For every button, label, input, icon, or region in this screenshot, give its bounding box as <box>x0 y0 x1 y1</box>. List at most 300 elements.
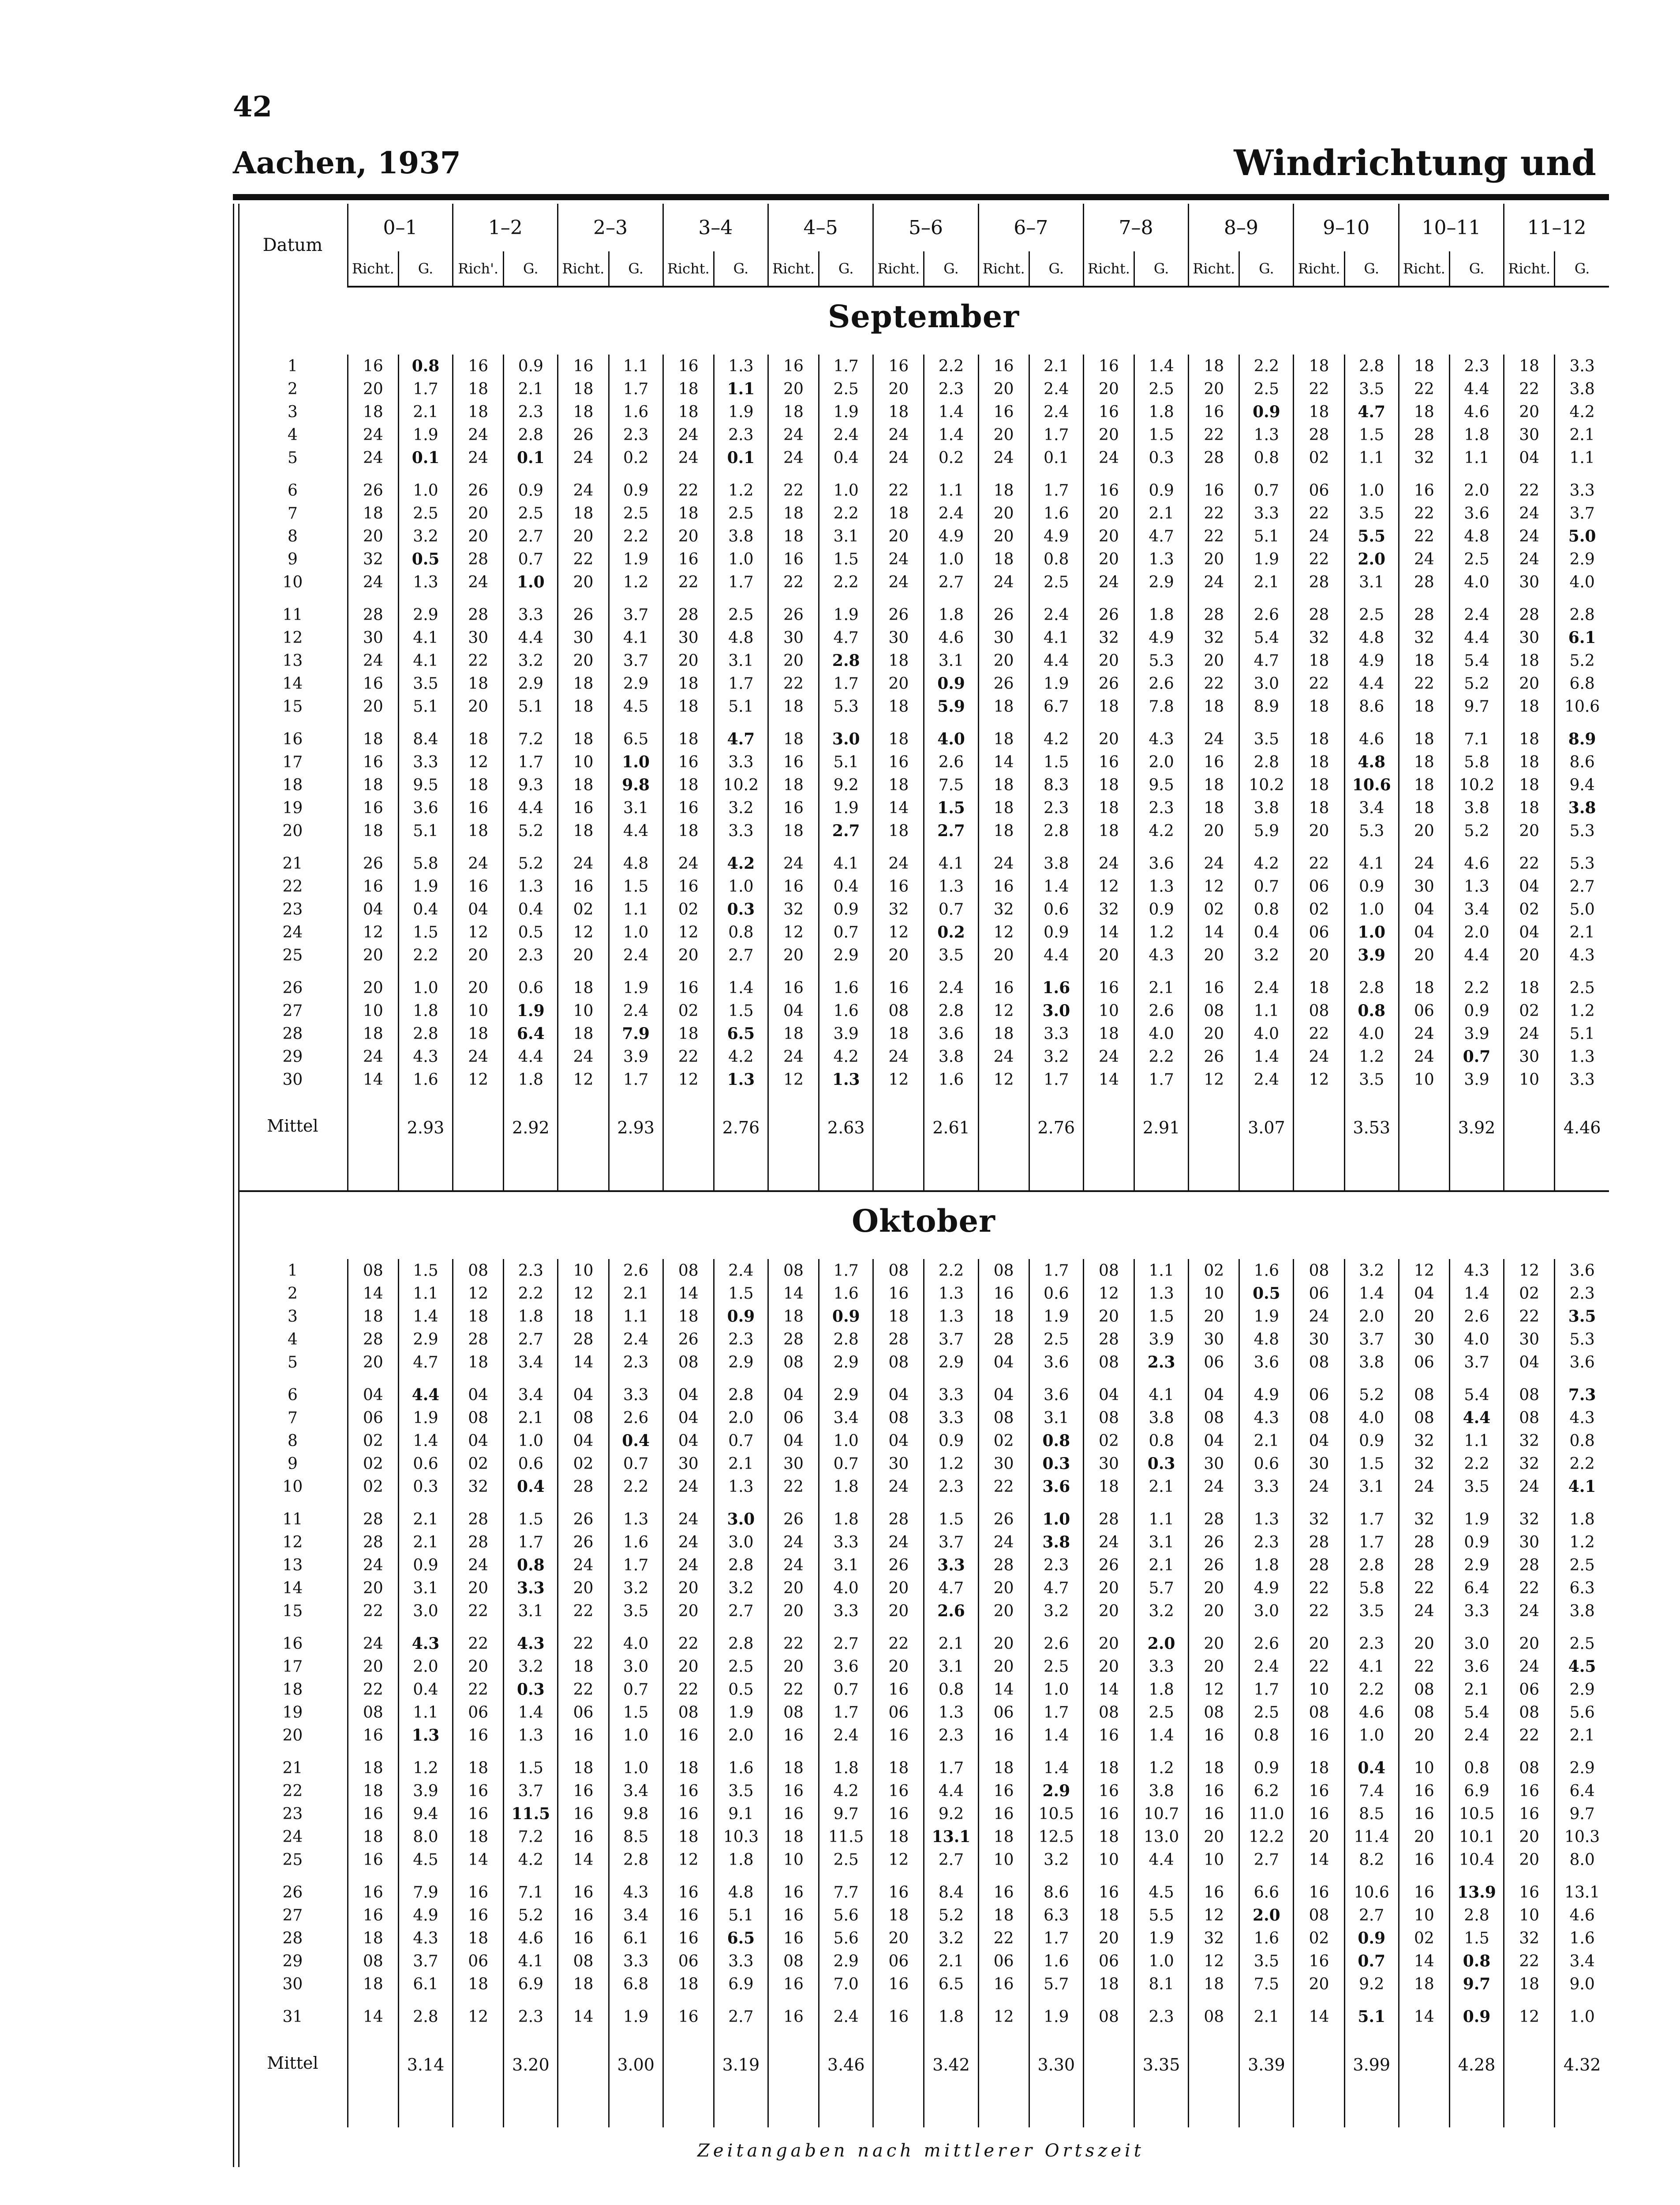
page-title: Windrichtung und <box>1234 142 1596 183</box>
direction-cell: 16 <box>873 1724 924 1747</box>
speed-cell: 2.9 <box>609 672 663 695</box>
speed-cell: 3.5 <box>1449 1475 1504 1498</box>
direction-cell: 12 <box>558 1282 609 1305</box>
gap-cell <box>978 1622 1029 1632</box>
speed-cell: 1.3 <box>819 1068 873 1091</box>
gap-cell <box>1399 1091 1449 1101</box>
table-row <box>238 751 1609 774</box>
speed-cell: 0.8 <box>1239 446 1294 469</box>
speed-cell: 2.0 <box>1449 479 1504 502</box>
gap-cell <box>1294 2028 1344 2038</box>
gap-cell <box>504 1747 558 1757</box>
direction-cell: 20 <box>1189 1600 1239 1622</box>
direction-cell: 30 <box>663 1452 714 1475</box>
group-gap-row <box>238 594 1609 603</box>
direction-cell: 26 <box>768 603 819 626</box>
speed-cell: 1.5 <box>1134 1305 1189 1328</box>
speed-cell: 4.7 <box>1134 525 1189 548</box>
direction-cell: 06 <box>873 1950 924 1973</box>
speed-cell: 2.2 <box>609 525 663 548</box>
direction-cell: 24 <box>1294 525 1344 548</box>
day-cell: 10 <box>282 1477 303 1496</box>
direction-cell: 04 <box>1399 1282 1449 1305</box>
direction-cell: 04 <box>978 1383 1029 1406</box>
mittel-value: 2.76 <box>714 1101 768 1151</box>
direction-cell: 02 <box>1294 1927 1344 1950</box>
gap-cell <box>238 2088 348 2127</box>
direction-cell: 16 <box>348 1848 398 1871</box>
speed-cell: 4.1 <box>609 626 663 649</box>
speed-cell: 5.6 <box>819 1927 873 1950</box>
direction-cell: 28 <box>978 1554 1029 1577</box>
speed-cell: 1.3 <box>924 1305 978 1328</box>
gap-cell <box>1083 842 1134 852</box>
speed-cell: 0.9 <box>1029 921 1083 944</box>
direction-cell: 28 <box>663 603 714 626</box>
speed-cell: 2.6 <box>1449 1305 1504 1328</box>
speed-cell: 3.8 <box>1449 796 1504 819</box>
direction-cell: 12 <box>453 921 504 944</box>
gap-cell <box>348 1151 398 1191</box>
richt-header: Richt. <box>1083 251 1134 287</box>
speed-cell: 2.9 <box>1555 1678 1609 1701</box>
direction-cell: 20 <box>978 649 1029 672</box>
table-row <box>238 626 1609 649</box>
direction-cell: 30 <box>1504 423 1555 446</box>
speed-cell: 0.9 <box>714 1305 768 1328</box>
speed-cell: 3.9 <box>609 1045 663 1068</box>
mittel-value: 3.07 <box>1239 1101 1294 1151</box>
speed-cell: 5.3 <box>1344 819 1399 842</box>
table-row <box>238 1973 1609 1996</box>
gap-cell <box>348 1374 398 1383</box>
speed-cell: 2.3 <box>504 1259 558 1282</box>
speed-cell: 1.4 <box>924 400 978 423</box>
speed-cell: 4.4 <box>1449 1406 1504 1429</box>
speed-cell: 3.2 <box>1134 1600 1189 1622</box>
direction-cell: 16 <box>1083 751 1134 774</box>
direction-cell: 16 <box>978 976 1029 999</box>
direction-cell: 06 <box>1294 875 1344 898</box>
speed-cell: 2.7 <box>1239 1848 1294 1871</box>
gap-cell <box>1029 469 1083 479</box>
richt-header: Richt. <box>663 251 714 287</box>
direction-cell: 20 <box>1083 1927 1134 1950</box>
direction-cell: 20 <box>873 672 924 695</box>
speed-cell: 5.6 <box>1555 1701 1609 1724</box>
speed-cell: 5.5 <box>1134 1904 1189 1927</box>
direction-cell: 18 <box>1294 774 1344 796</box>
table-row <box>238 377 1609 400</box>
gap-cell <box>924 967 978 976</box>
direction-cell: 02 <box>663 999 714 1022</box>
speed-cell: 4.6 <box>1555 1904 1609 1927</box>
speed-cell: 4.6 <box>1344 728 1399 751</box>
direction-cell: 30 <box>348 626 398 649</box>
direction-cell: 30 <box>873 626 924 649</box>
gap-cell <box>714 1498 768 1508</box>
gap-cell <box>1504 1747 1555 1757</box>
direction-cell: 24 <box>1189 852 1239 875</box>
direction-cell: 16 <box>348 1724 398 1747</box>
day-cell: 15 <box>282 697 303 716</box>
direction-cell: 04 <box>663 1406 714 1429</box>
gap-cell <box>504 1996 558 2005</box>
speed-cell: 1.4 <box>1029 1757 1083 1779</box>
speed-cell: 0.8 <box>1344 999 1399 1022</box>
speed-cell: 2.3 <box>1134 796 1189 819</box>
direction-cell: 20 <box>1294 944 1344 967</box>
speed-cell: 1.4 <box>924 423 978 446</box>
speed-cell: 3.3 <box>1449 1600 1504 1622</box>
direction-cell: 20 <box>558 649 609 672</box>
speed-cell: 2.1 <box>714 1452 768 1475</box>
speed-cell: 2.5 <box>714 603 768 626</box>
day-cell: 4 <box>287 426 298 444</box>
direction-cell: 16 <box>1083 1724 1134 1747</box>
gap-cell <box>1294 1622 1344 1632</box>
speed-cell: 3.6 <box>1555 1351 1609 1374</box>
direction-cell: 30 <box>1504 626 1555 649</box>
direction-cell: 16 <box>1083 355 1134 377</box>
direction-cell: 32 <box>1083 898 1134 921</box>
speed-cell: 1.7 <box>819 672 873 695</box>
direction-cell: 32 <box>348 548 398 571</box>
speed-cell: 0.5 <box>398 548 453 571</box>
gap-cell <box>714 594 768 603</box>
gap-cell <box>1189 1622 1239 1632</box>
direction-cell: 16 <box>663 548 714 571</box>
direction-cell: 14 <box>558 1848 609 1871</box>
speed-cell: 5.3 <box>1555 852 1609 875</box>
speed-cell: 5.1 <box>398 695 453 718</box>
direction-cell: 18 <box>1189 355 1239 377</box>
gap-cell <box>768 842 819 852</box>
direction-cell: 12 <box>558 921 609 944</box>
direction-cell: 20 <box>1083 1577 1134 1600</box>
direction-cell: 24 <box>978 571 1029 594</box>
direction-cell: 22 <box>348 1678 398 1701</box>
direction-cell: 18 <box>768 502 819 525</box>
speed-cell: 2.6 <box>609 1259 663 1282</box>
gap-cell <box>558 718 609 728</box>
direction-cell: 16 <box>1294 1779 1344 1802</box>
direction-cell: 18 <box>978 1904 1029 1927</box>
direction-cell: 18 <box>663 1305 714 1328</box>
direction-cell: 20 <box>1294 1973 1344 1996</box>
direction-cell: 24 <box>1294 1045 1344 1068</box>
gap-cell <box>1344 718 1399 728</box>
speed-cell: 4.3 <box>1239 1406 1294 1429</box>
speed-cell: 1.1 <box>609 898 663 921</box>
direction-cell: 28 <box>348 603 398 626</box>
top-rule <box>233 194 1609 200</box>
gap-cell <box>1449 1871 1504 1881</box>
gap-cell <box>1029 1871 1083 1881</box>
direction-cell: 24 <box>1399 1600 1449 1622</box>
direction-cell: 24 <box>978 1531 1029 1554</box>
gap-cell <box>1449 2088 1504 2127</box>
direction-cell: 32 <box>1399 626 1449 649</box>
direction-cell: 20 <box>873 1927 924 1950</box>
direction-cell: 24 <box>873 548 924 571</box>
direction-cell: 18 <box>768 1757 819 1779</box>
gap-cell <box>1344 1996 1399 2005</box>
direction-cell: 24 <box>348 1554 398 1577</box>
direction-cell: 18 <box>1399 695 1449 718</box>
direction-cell: 16 <box>663 2005 714 2028</box>
speed-cell: 4.7 <box>819 626 873 649</box>
mittel-value: 3.42 <box>924 2038 978 2088</box>
day-cell: 3 <box>287 403 298 421</box>
gap-cell <box>453 469 504 479</box>
gap-cell <box>978 1374 1029 1383</box>
mittel-value: 2.92 <box>504 1101 558 1151</box>
speed-cell: 4.3 <box>398 1045 453 1068</box>
speed-cell: 4.4 <box>1449 377 1504 400</box>
gap-cell <box>504 1374 558 1383</box>
gap-cell <box>1344 1747 1399 1757</box>
speed-cell: 4.4 <box>1134 1848 1189 1871</box>
gap-cell <box>398 469 453 479</box>
direction-cell: 26 <box>663 1328 714 1351</box>
gap-cell <box>1294 1871 1344 1881</box>
gap-cell <box>819 1871 873 1881</box>
speed-cell: 9.1 <box>714 1802 768 1825</box>
speed-cell: 2.5 <box>1029 1655 1083 1678</box>
speed-cell: 2.9 <box>1449 1554 1504 1577</box>
direction-cell: 18 <box>348 400 398 423</box>
gap-cell <box>978 2088 1029 2127</box>
gap-cell <box>1189 469 1239 479</box>
g-header: G. <box>398 251 453 287</box>
speed-cell: 6.5 <box>609 728 663 751</box>
hour-header: 0–1 <box>348 204 453 251</box>
table-row <box>238 1554 1609 1577</box>
speed-cell: 4.3 <box>609 1881 663 1904</box>
gap-cell <box>714 1747 768 1757</box>
speed-cell: 3.6 <box>924 1022 978 1045</box>
gap-cell <box>348 1498 398 1508</box>
direction-cell: 18 <box>1083 1904 1134 1927</box>
speed-cell: 5.1 <box>398 819 453 842</box>
speed-cell: 6.8 <box>1555 672 1609 695</box>
speed-cell: 3.7 <box>924 1328 978 1351</box>
direction-cell: 14 <box>1083 1068 1134 1091</box>
direction-cell: 24 <box>1504 1475 1555 1498</box>
speed-cell: 12.2 <box>1239 1825 1294 1848</box>
speed-cell: 2.1 <box>1134 976 1189 999</box>
gap-cell <box>1134 2028 1189 2038</box>
direction-cell: 28 <box>1294 603 1344 626</box>
speed-cell: 5.6 <box>819 1904 873 1927</box>
direction-cell: 16 <box>663 976 714 999</box>
direction-cell: 22 <box>1294 1577 1344 1600</box>
direction-cell: 18 <box>558 400 609 423</box>
direction-cell: 18 <box>558 1757 609 1779</box>
day-cell: 23 <box>282 900 303 919</box>
table-row <box>238 603 1609 626</box>
gap-cell <box>768 1871 819 1881</box>
gap-cell <box>453 594 504 603</box>
speed-cell: 6.5 <box>714 1927 768 1950</box>
direction-cell: 20 <box>453 695 504 718</box>
direction-cell: 26 <box>558 1508 609 1531</box>
day-cell: 12 <box>282 628 303 647</box>
gap-cell <box>819 842 873 852</box>
direction-cell: 08 <box>663 1259 714 1282</box>
gap-cell <box>558 1747 609 1757</box>
speed-cell: 2.3 <box>504 400 558 423</box>
direction-cell: 04 <box>348 898 398 921</box>
gap-cell <box>1555 1871 1609 1881</box>
speed-cell: 1.0 <box>1344 921 1399 944</box>
speed-cell: 1.8 <box>398 999 453 1022</box>
direction-cell: 12 <box>1083 875 1134 898</box>
gap-cell <box>1029 1996 1083 2005</box>
gap-cell <box>348 842 398 852</box>
direction-cell: 18 <box>558 1305 609 1328</box>
direction-cell: 16 <box>348 1904 398 1927</box>
speed-cell: 3.2 <box>714 1577 768 1600</box>
speed-cell: 2.8 <box>1344 1554 1399 1577</box>
direction-cell: 12 <box>873 1068 924 1091</box>
speed-cell: 2.5 <box>398 502 453 525</box>
day-cell: 2 <box>287 380 298 398</box>
speed-cell: 2.5 <box>1239 377 1294 400</box>
speed-cell: 1.7 <box>714 571 768 594</box>
direction-cell: 12 <box>1189 1950 1239 1973</box>
direction-cell: 18 <box>1294 1757 1344 1779</box>
direction-cell: 20 <box>348 695 398 718</box>
gap-cell <box>1555 1151 1609 1191</box>
gap-cell <box>609 1091 663 1101</box>
speed-cell: 2.6 <box>1134 672 1189 695</box>
speed-cell: 2.4 <box>1239 1655 1294 1678</box>
gap-cell <box>398 718 453 728</box>
direction-cell: 22 <box>663 479 714 502</box>
speed-cell: 1.3 <box>924 1701 978 1724</box>
direction-cell: 18 <box>1294 400 1344 423</box>
direction-cell: 16 <box>348 355 398 377</box>
speed-cell: 0.4 <box>819 446 873 469</box>
direction-cell: 10 <box>558 999 609 1022</box>
direction-cell: 18 <box>558 377 609 400</box>
g-header: G. <box>924 251 978 287</box>
speed-cell: 1.6 <box>714 1757 768 1779</box>
gap-cell <box>1189 2088 1239 2127</box>
direction-cell: 24 <box>348 446 398 469</box>
direction-cell: 14 <box>1399 2005 1449 2028</box>
gap-cell <box>1294 1091 1344 1101</box>
day-cell: 26 <box>282 979 303 997</box>
speed-cell: 1.0 <box>609 1724 663 1747</box>
speed-cell: 1.9 <box>1134 1927 1189 1950</box>
speed-cell: 7.2 <box>504 728 558 751</box>
direction-cell: 18 <box>453 1973 504 1996</box>
speed-cell: 1.3 <box>1555 1045 1609 1068</box>
gap-cell <box>1294 1996 1344 2005</box>
mittel-empty-cell <box>978 2038 1029 2088</box>
direction-cell: 16 <box>663 1927 714 1950</box>
speed-cell: 5.2 <box>1555 649 1609 672</box>
direction-cell: 32 <box>768 898 819 921</box>
speed-cell: 13.0 <box>1134 1825 1189 1848</box>
mittel-value: 2.76 <box>1029 1101 1083 1151</box>
speed-cell: 5.3 <box>1555 819 1609 842</box>
speed-cell: 1.7 <box>1029 1068 1083 1091</box>
speed-cell: 5.4 <box>1449 649 1504 672</box>
gap-cell <box>663 1091 714 1101</box>
speed-cell: 2.9 <box>398 603 453 626</box>
speed-cell: 2.4 <box>609 1328 663 1351</box>
speed-cell: 2.8 <box>1344 355 1399 377</box>
direction-cell: 22 <box>453 1678 504 1701</box>
direction-cell: 24 <box>768 1554 819 1577</box>
speed-cell: 0.6 <box>1239 1452 1294 1475</box>
direction-cell: 18 <box>978 695 1029 718</box>
direction-cell: 24 <box>453 852 504 875</box>
table-row <box>238 1406 1609 1429</box>
direction-cell: 24 <box>453 423 504 446</box>
speed-cell: 2.2 <box>924 1259 978 1282</box>
direction-cell: 02 <box>1189 898 1239 921</box>
direction-cell: 30 <box>1504 1328 1555 1351</box>
direction-cell: 12 <box>873 1848 924 1871</box>
speed-cell: 2.0 <box>714 1724 768 1747</box>
speed-cell: 4.8 <box>1344 626 1399 649</box>
speed-cell: 2.1 <box>1239 2005 1294 2028</box>
table-row <box>238 1825 1609 1848</box>
gap-cell <box>819 1151 873 1191</box>
direction-cell: 22 <box>1399 525 1449 548</box>
speed-cell: 3.2 <box>1029 1045 1083 1068</box>
speed-cell: 2.4 <box>1239 1068 1294 1091</box>
speed-cell: 2.1 <box>1555 921 1609 944</box>
direction-cell: 32 <box>453 1475 504 1498</box>
direction-cell: 10 <box>1399 1904 1449 1927</box>
direction-cell: 08 <box>558 1950 609 1973</box>
speed-cell: 6.9 <box>1449 1779 1504 1802</box>
speed-cell: 0.6 <box>504 976 558 999</box>
direction-cell: 20 <box>1399 819 1449 842</box>
direction-cell: 18 <box>558 728 609 751</box>
direction-cell: 16 <box>768 2005 819 2028</box>
direction-cell: 16 <box>663 1724 714 1747</box>
direction-cell: 18 <box>348 1779 398 1802</box>
speed-cell: 3.5 <box>1239 1950 1294 1973</box>
speed-cell: 2.6 <box>924 751 978 774</box>
speed-cell: 3.2 <box>398 525 453 548</box>
speed-cell: 2.2 <box>1344 1678 1399 1701</box>
gap-cell <box>1555 469 1609 479</box>
speed-cell: 1.9 <box>1449 1508 1504 1531</box>
speed-cell: 4.2 <box>504 1848 558 1871</box>
direction-cell: 18 <box>558 819 609 842</box>
speed-cell: 7.5 <box>1239 1973 1294 1996</box>
richt-header: Richt. <box>1189 251 1239 287</box>
speed-cell: 1.7 <box>1029 1701 1083 1724</box>
gap-cell <box>609 2028 663 2038</box>
direction-cell: 24 <box>768 446 819 469</box>
mittel-empty-cell <box>1399 2038 1449 2088</box>
gap-cell <box>1134 1498 1189 1508</box>
direction-cell: 08 <box>348 1950 398 1973</box>
speed-cell: 2.1 <box>398 1508 453 1531</box>
speed-cell: 10.6 <box>1344 774 1399 796</box>
speed-cell: 2.4 <box>819 1724 873 1747</box>
day-cell: 13 <box>282 651 303 670</box>
